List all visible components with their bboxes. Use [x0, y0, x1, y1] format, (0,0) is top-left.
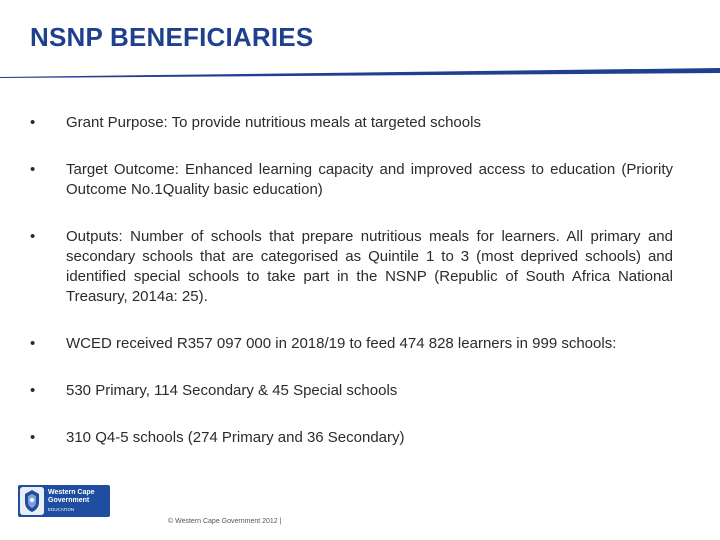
- bullet-dot: •: [30, 429, 36, 446]
- logo-line-2: Government: [48, 497, 90, 504]
- bullet-dot: •: [30, 228, 36, 245]
- bullet-text: 310 Q4-5 schools (274 Primary and 36 Secondary): [66, 429, 405, 446]
- bullet-dot: •: [30, 114, 36, 131]
- slide-title: NSNP BENEFICIARIES: [30, 22, 314, 52]
- footer-copyright: © Western Cape Government 2012 |: [168, 518, 282, 525]
- bullet-text: Target Outcome: Enhanced learning capacity and improved access to education (Priority Outcome No.1Quality basic education): [66, 161, 673, 198]
- bullet-text: Grant Purpose: To provide nutritious meals at targeted schools: [66, 114, 481, 131]
- title-underline-swoosh: [0, 64, 720, 80]
- bullet-list: [30, 113, 673, 448]
- logo-department: EDUCATION: [48, 507, 75, 512]
- bullet-q45-schools: [30, 428, 673, 448]
- bullet-dot: •: [30, 335, 36, 352]
- bullet-text: Outputs: Number of schools that prepare nutritious meals for learners. All primary and secondary schools that are categorised as Quintile 1 to 3 (most deprived schools) and identified special schools to take part in the NSNP (Republic of South Africa National Treasury, 2014a: 25).: [66, 228, 673, 305]
- logo-wordmark: [48, 489, 108, 505]
- bullet-dot: •: [30, 161, 36, 178]
- bullet-outputs: [30, 227, 673, 307]
- bullet-wced-funding: [30, 334, 673, 354]
- bullet-target-outcome: [30, 160, 673, 200]
- logo-line-1: Western Cape: [48, 489, 95, 496]
- bullet-school-counts: [30, 381, 673, 401]
- bullet-grant-purpose: [30, 113, 673, 133]
- bullet-dot: •: [30, 382, 36, 399]
- coat-of-arms-icon: [20, 487, 44, 515]
- bullet-text: WCED received R357 097 000 in 2018/19 to feed 474 828 learners in 999 schools:: [66, 335, 617, 352]
- bullet-text: 530 Primary, 114 Secondary & 45 Special schools: [66, 382, 398, 399]
- western-cape-government-logo: [18, 485, 110, 517]
